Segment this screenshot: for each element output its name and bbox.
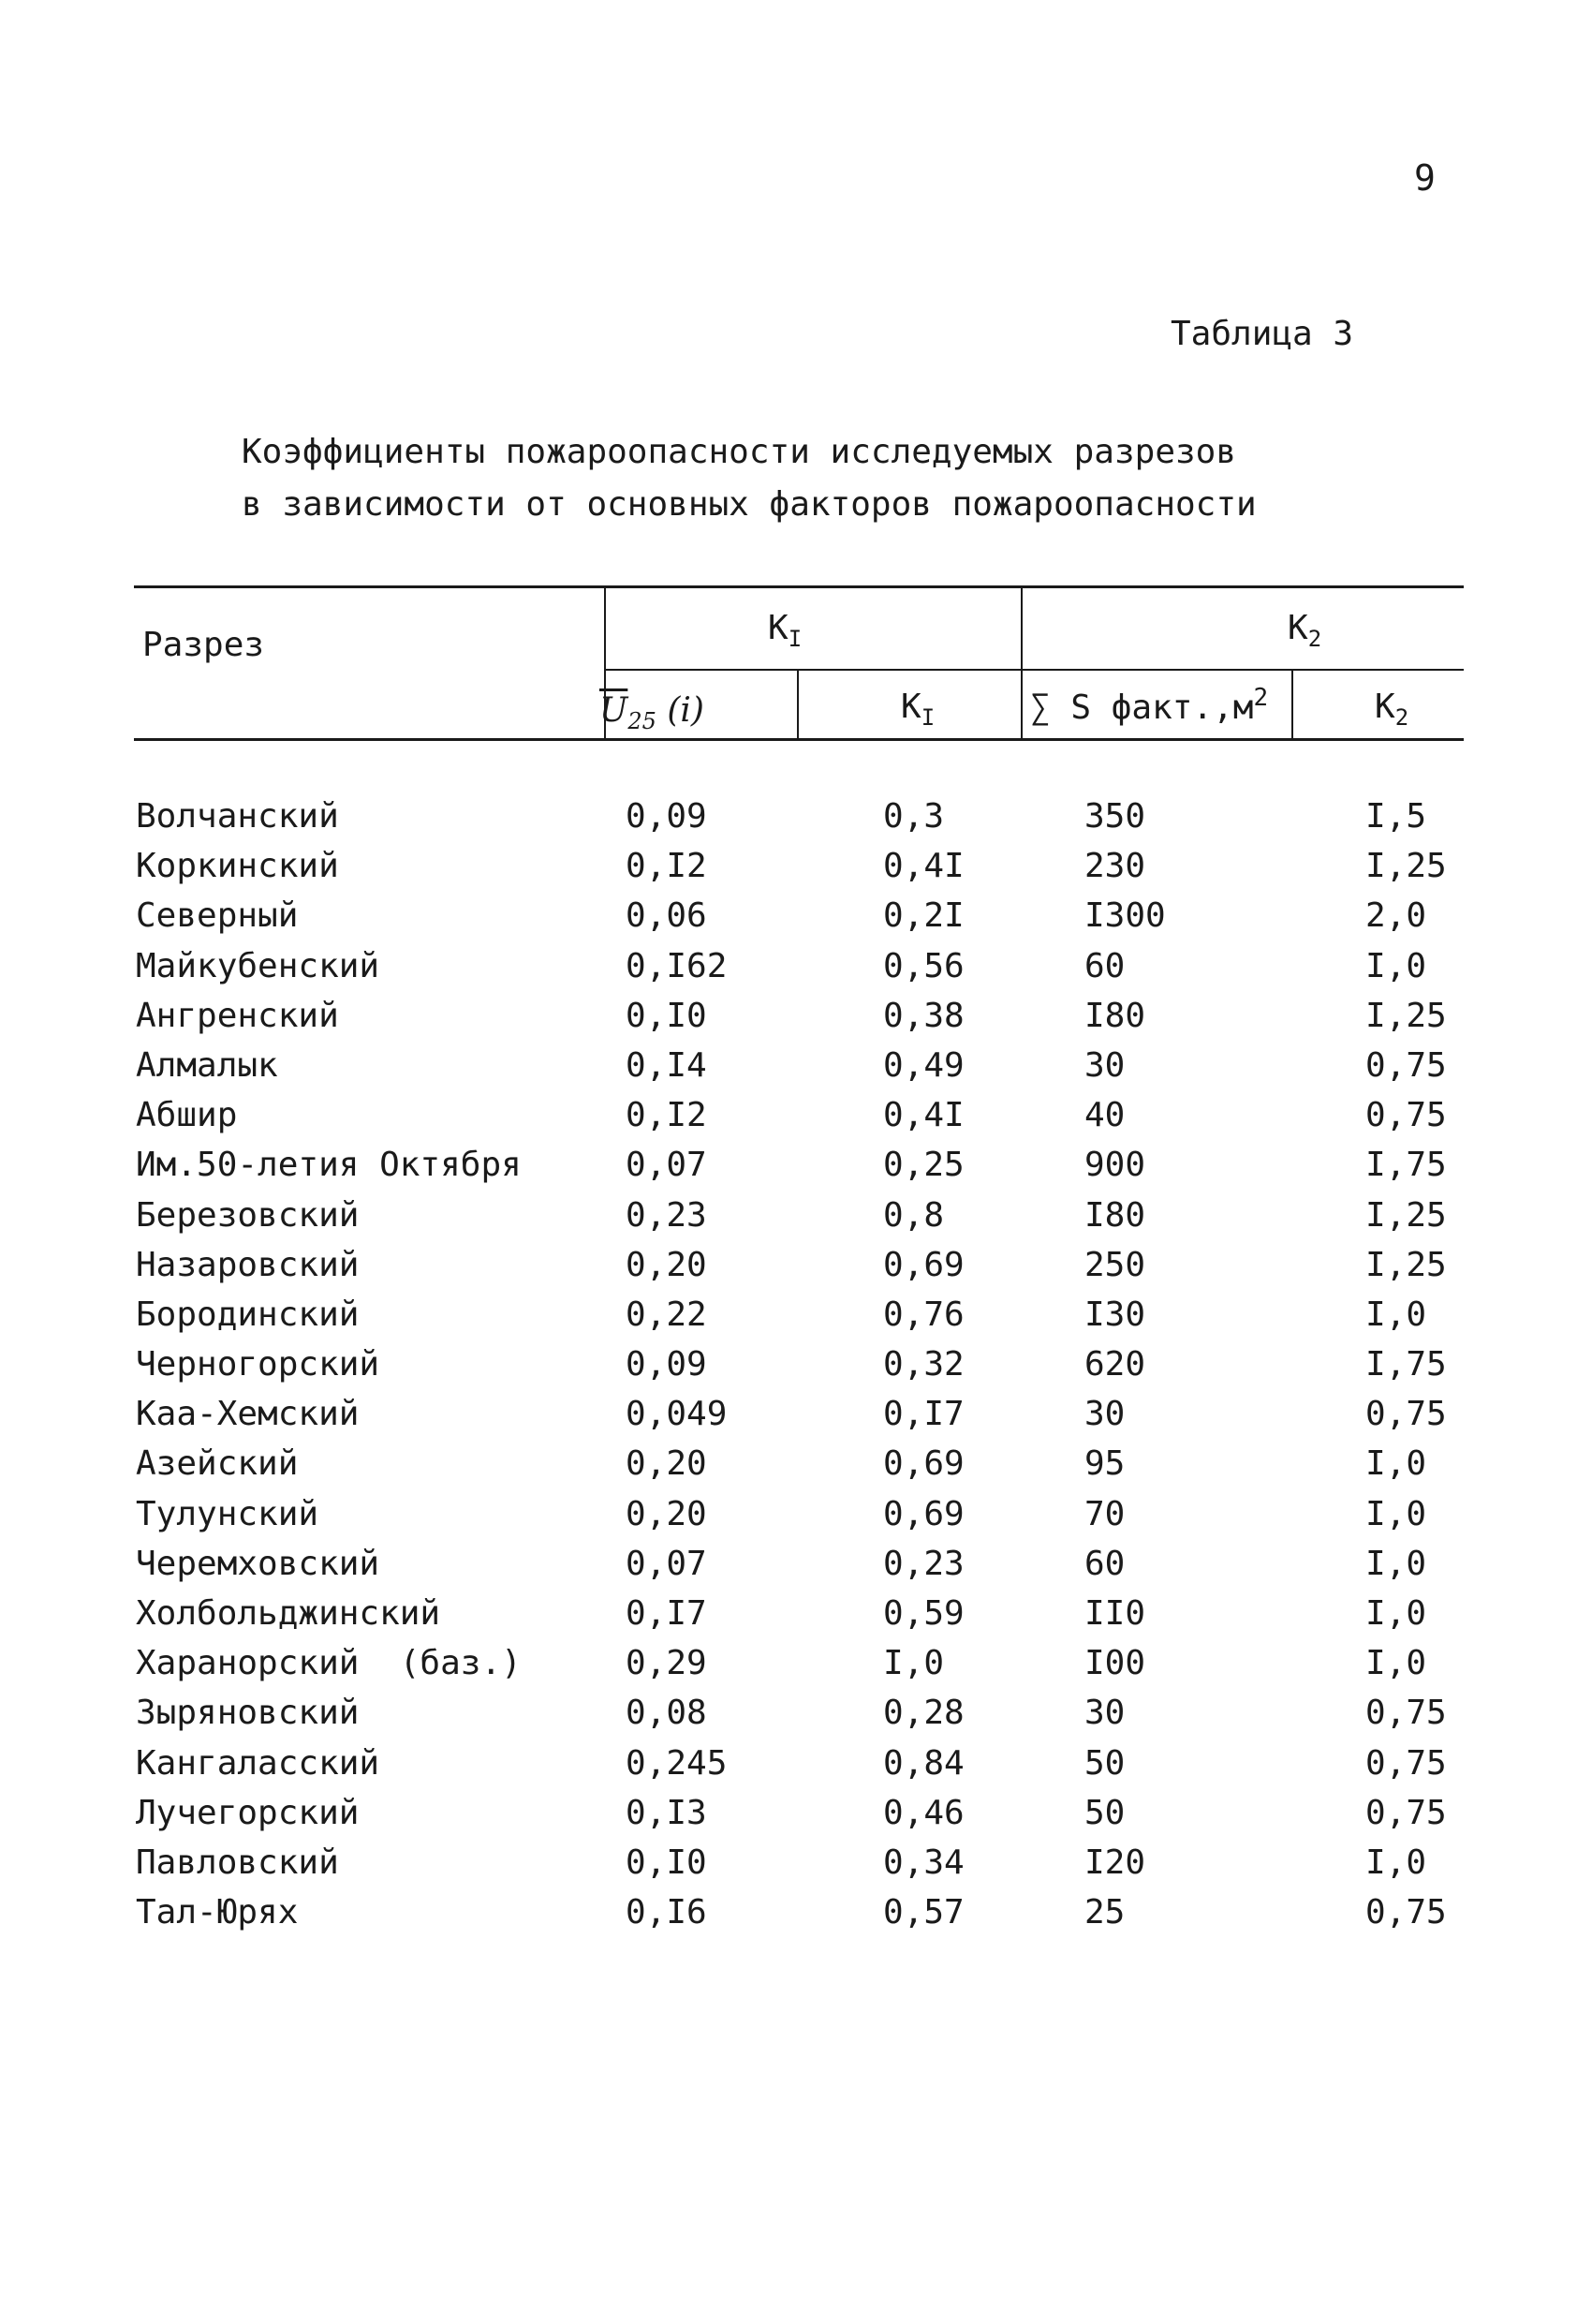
header-s-main: S факт.,м — [1070, 688, 1254, 727]
table-row — [0, 941, 1592, 991]
table-row — [0, 1041, 1592, 1090]
table-row — [0, 891, 1592, 940]
table-row — [0, 1739, 1592, 1788]
cell-k2: 2,0 — [1365, 896, 1427, 936]
cell-k1: 0,76 — [883, 1295, 965, 1334]
cell-k1: 0,46 — [883, 1793, 965, 1832]
cell-s: 350 — [1084, 797, 1146, 836]
table-row — [0, 1539, 1592, 1589]
cell-name: Им.50-летия Октября — [136, 1146, 522, 1185]
cell-name: Черемховский — [136, 1544, 380, 1583]
header-group-k2-sub: 2 — [1307, 626, 1322, 652]
cell-k1: 0,8 — [883, 1195, 945, 1235]
table-row — [0, 991, 1592, 1041]
cell-k1: 0,4I — [883, 847, 965, 886]
cell-k2: 0,75 — [1365, 1694, 1447, 1733]
cell-u25: 0,20 — [626, 1444, 707, 1484]
cell-name: Зыряновский — [136, 1694, 360, 1733]
cell-s: 50 — [1084, 1793, 1126, 1832]
cell-k1: 0,23 — [883, 1544, 965, 1583]
cell-name: Абшир — [136, 1096, 238, 1135]
cell-u25: 0,I7 — [626, 1594, 707, 1633]
header-k2-sub: 2 — [1394, 704, 1409, 731]
cell-name: Волчанский — [136, 797, 339, 836]
cell-k1: I,0 — [883, 1644, 945, 1683]
cell-name: Тулунский — [136, 1494, 319, 1533]
header-group-k1-sub: I — [788, 626, 803, 652]
cell-u25: 0,07 — [626, 1544, 707, 1583]
cell-u25: 0,22 — [626, 1295, 707, 1334]
cell-name: Лучегорский — [136, 1793, 360, 1832]
header-k2-main: К — [1375, 688, 1395, 726]
header-group-k1-main: К — [768, 609, 789, 647]
table-row — [0, 1191, 1592, 1240]
cell-u25: 0,09 — [626, 1345, 707, 1384]
cell-k2: I,0 — [1365, 946, 1427, 985]
cell-k2: I,25 — [1365, 1195, 1447, 1235]
cell-u25: 0,I2 — [626, 1096, 707, 1135]
cell-name: Холбольджинский — [136, 1594, 441, 1633]
cell-name: Коркинский — [136, 847, 339, 886]
cell-k1: 0,69 — [883, 1494, 965, 1533]
cell-s: 30 — [1084, 1694, 1126, 1733]
cell-s: 30 — [1084, 1395, 1126, 1434]
cell-k1: 0,69 — [883, 1245, 965, 1284]
cell-name: Каа-Хемский — [136, 1395, 360, 1434]
table-row — [0, 841, 1592, 891]
cell-k2: 0,75 — [1365, 1395, 1447, 1434]
cell-k1: 0,4I — [883, 1096, 965, 1135]
header-k2 — [1375, 688, 1408, 731]
table-row — [0, 1340, 1592, 1389]
cell-s: I80 — [1084, 996, 1146, 1035]
cell-u25: 0,07 — [626, 1146, 707, 1185]
header-k1-sub: I — [921, 704, 936, 731]
cell-name: Черногорский — [136, 1345, 380, 1384]
cell-name: Бородинский — [136, 1295, 360, 1334]
cell-name: Майкубенский — [136, 946, 380, 985]
table-body — [0, 792, 1592, 1937]
cell-u25: 0,23 — [626, 1195, 707, 1235]
header-group-k2 — [1288, 609, 1321, 652]
cell-k2: I,5 — [1365, 797, 1427, 836]
cell-u25: 0,20 — [626, 1245, 707, 1284]
table-row — [0, 1240, 1592, 1290]
cell-s: 30 — [1084, 1045, 1126, 1085]
header-col-name: Разрез — [142, 626, 265, 664]
header-u25 — [599, 691, 704, 734]
cell-s: 95 — [1084, 1444, 1126, 1484]
table-row — [0, 1788, 1592, 1838]
cell-s: II0 — [1084, 1594, 1146, 1633]
table-title-line-1: Коэффициенты пожароопасности исследуемых разрезов — [242, 433, 1237, 471]
table-row — [0, 1688, 1592, 1738]
table-row — [0, 1389, 1592, 1439]
cell-u25: 0,I0 — [626, 1843, 707, 1882]
header-group-k1 — [768, 609, 802, 652]
header-divider-4 — [1291, 671, 1293, 738]
header-u25-arg: (i) — [667, 691, 704, 730]
header-sigma: ∑ — [1030, 688, 1051, 727]
cell-u25: 0,I6 — [626, 1893, 707, 1932]
cell-k2: I,25 — [1365, 847, 1447, 886]
table-row — [0, 1638, 1592, 1688]
cell-k2: 0,75 — [1365, 1793, 1447, 1832]
cell-k2: I,25 — [1365, 996, 1447, 1035]
cell-k2: I,0 — [1365, 1544, 1427, 1583]
cell-k1: 0,I7 — [883, 1395, 965, 1434]
cell-u25: 0,29 — [626, 1644, 707, 1683]
cell-k2: 0,75 — [1365, 1096, 1447, 1135]
cell-k2: 0,75 — [1365, 1045, 1447, 1085]
table-title — [242, 426, 1257, 531]
table-row — [0, 1290, 1592, 1340]
cell-k1: 0,32 — [883, 1345, 965, 1384]
header-k1-main: К — [901, 688, 921, 726]
cell-u25: 0,049 — [626, 1395, 728, 1434]
cell-u25: 0,09 — [626, 797, 707, 836]
cell-s: 50 — [1084, 1743, 1126, 1783]
cell-s: I00 — [1084, 1644, 1146, 1683]
cell-u25: 0,06 — [626, 896, 707, 936]
cell-name: Павловский — [136, 1843, 339, 1882]
cell-s: 70 — [1084, 1494, 1126, 1533]
cell-u25: 0,245 — [626, 1743, 728, 1783]
table-row — [0, 1090, 1592, 1140]
cell-k1: 0,34 — [883, 1843, 965, 1882]
header-divider-2 — [1021, 588, 1023, 738]
header-mid-rule — [604, 669, 1464, 671]
cell-name: Харанорский (баз.) — [136, 1644, 522, 1683]
cell-u25: 0,I2 — [626, 847, 707, 886]
cell-k1: 0,56 — [883, 946, 965, 985]
table-row — [0, 1489, 1592, 1539]
table-row — [0, 1589, 1592, 1638]
cell-name: Березовский — [136, 1195, 360, 1235]
cell-k1: 0,59 — [883, 1594, 965, 1633]
cell-k1: 0,25 — [883, 1146, 965, 1185]
page-number: 9 — [1414, 157, 1436, 199]
cell-name: Кангаласский — [136, 1743, 380, 1783]
cell-s: I80 — [1084, 1195, 1146, 1235]
cell-k2: 0,75 — [1365, 1743, 1447, 1783]
table-row — [0, 792, 1592, 841]
cell-k2: I,0 — [1365, 1594, 1427, 1633]
cell-s: 60 — [1084, 946, 1126, 985]
header-s-sup: 2 — [1253, 684, 1269, 712]
cell-u25: 0,I4 — [626, 1045, 707, 1085]
table-row — [0, 1140, 1592, 1190]
header-bottom-rule — [134, 738, 1464, 741]
table-title-line-2: в зависимости от основных факторов пожароопасности — [242, 485, 1257, 524]
header-top-rule — [134, 585, 1464, 588]
cell-s: 230 — [1084, 847, 1146, 886]
table-row — [0, 1887, 1592, 1937]
header-u25-main: $\overline{U}$ — [599, 691, 628, 730]
cell-name: Ангренский — [136, 996, 339, 1035]
cell-k1: 0,84 — [883, 1743, 965, 1783]
cell-k2: 0,75 — [1365, 1893, 1447, 1932]
cell-k1: 0,2I — [883, 896, 965, 936]
cell-k2: I,0 — [1365, 1444, 1427, 1484]
cell-k1: 0,38 — [883, 996, 965, 1035]
cell-s: 60 — [1084, 1544, 1126, 1583]
header-divider-3 — [797, 671, 799, 738]
cell-k1: 0,49 — [883, 1045, 965, 1085]
table-label: Таблица 3 — [1171, 315, 1354, 353]
cell-name: Назаровский — [136, 1245, 360, 1284]
cell-s: 620 — [1084, 1345, 1146, 1384]
cell-name: Тал-Юрях — [136, 1893, 299, 1932]
cell-s: I300 — [1084, 896, 1166, 936]
cell-k2: I,0 — [1365, 1295, 1427, 1334]
header-k1 — [901, 688, 935, 731]
cell-k2: I,75 — [1365, 1146, 1447, 1185]
cell-s: I30 — [1084, 1295, 1146, 1334]
cell-u25: 0,20 — [626, 1494, 707, 1533]
cell-s: 25 — [1084, 1893, 1126, 1932]
cell-u25: 0,I3 — [626, 1793, 707, 1832]
cell-k2: I,25 — [1365, 1245, 1447, 1284]
cell-k2: I,0 — [1365, 1644, 1427, 1683]
cell-k1: 0,57 — [883, 1893, 965, 1932]
cell-u25: 0,08 — [626, 1694, 707, 1733]
table-row — [0, 1439, 1592, 1488]
cell-k1: 0,3 — [883, 797, 945, 836]
cell-s: I20 — [1084, 1843, 1146, 1882]
cell-s: 250 — [1084, 1245, 1146, 1284]
cell-k2: I,0 — [1365, 1494, 1427, 1533]
header-sum-s — [1030, 684, 1268, 727]
cell-k1: 0,28 — [883, 1694, 965, 1733]
cell-name: Северный — [136, 896, 299, 936]
cell-u25: 0,I62 — [626, 946, 728, 985]
table-row — [0, 1838, 1592, 1887]
cell-name: Азейский — [136, 1444, 299, 1484]
cell-k2: I,75 — [1365, 1345, 1447, 1384]
cell-u25: 0,I0 — [626, 996, 707, 1035]
cell-k1: 0,69 — [883, 1444, 965, 1484]
cell-s: 900 — [1084, 1146, 1146, 1185]
cell-name: Алмалык — [136, 1045, 278, 1085]
cell-s: 40 — [1084, 1096, 1126, 1135]
header-group-k2-main: К — [1288, 609, 1308, 647]
header-u25-sub: 25 — [627, 708, 656, 734]
cell-k2: I,0 — [1365, 1843, 1427, 1882]
